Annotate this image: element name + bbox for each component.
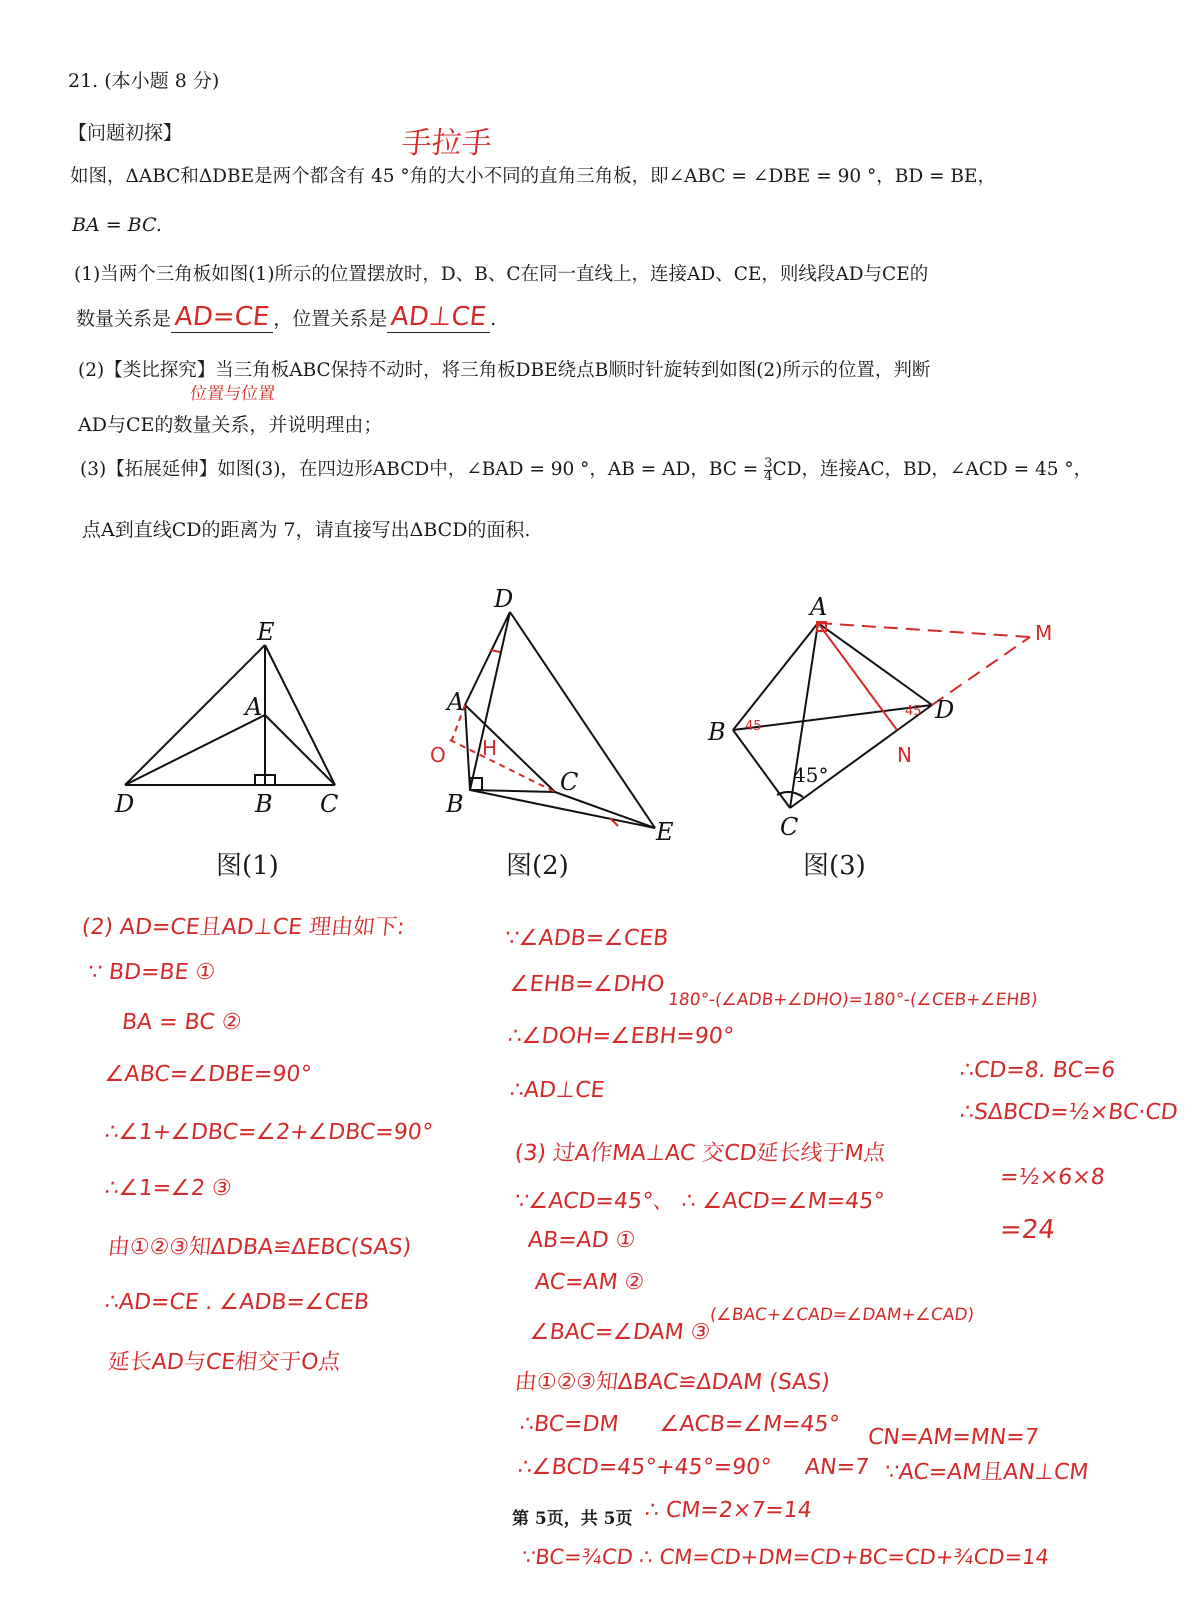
hw-left-1: ∵ BD=BE ① [86,960,217,985]
hw-mid-angle-sum: 180°-(∠ADB+∠DHO)=180°-(∠CEB+∠EHB) [666,990,1039,1010]
hw-mid-7: AC=AM ② [533,1270,646,1295]
fig3-label-C: C [780,813,799,841]
fig2-line-DB [470,612,510,790]
fig1-label-B: B [255,790,273,818]
fig3-line-BC [733,730,790,808]
fig3-caption: 图(3) [803,851,866,881]
fig1-line-DA [125,715,265,785]
fig3-annot-b45: 45 [745,719,762,734]
fig2-label-C: C [560,768,579,796]
fig3-angle-label: 45° [793,763,829,787]
figure-3 [733,622,1030,808]
fig1-caption: 图(1) [216,851,279,881]
fig3-annot-M: M [1035,621,1053,645]
hw-left-5: ∴∠1=∠2 ③ [103,1176,233,1201]
figure-labels [114,585,1052,846]
fig3-line-DM [932,637,1030,705]
fig2-label-A: A [447,688,465,716]
fig3-line-AM [818,623,1030,637]
handwritten-note-top: 手拉手 [399,126,494,161]
fig2-annot-H: H [482,736,498,760]
fig2-extension-CO [450,740,555,792]
section-title: 【问题初探】 [68,122,183,144]
fig2-line-DE [510,612,655,828]
hw-mid-13: ∵BC=¾CD ∴ CM=CD+DM=CD+BC=CD+¾CD=14 [520,1545,1051,1569]
handwritten-answer-quantity: AD=CE [173,302,271,332]
hw-left-3: ∠ABC=∠DBE=90° [103,1062,313,1087]
part1-line-1: (1)当两个三角板如图(1)所示的位置摆放时，D、B、C在同一直线上，连接AD、CE，则线段AD与CE的 [74,264,929,285]
hw-left-0: (2) AD=CE且AD⊥CE 理由如下: [80,915,406,940]
figure-1 [125,645,335,785]
hw-mid-0: ∵∠ADB=∠CEB [503,926,670,951]
intro-line-1: 如图，ΔABC和ΔDBE是两个都含有 45 °角的大小不同的直角三角板，即∠ABC = ∠DBE = 90 °，BD = BE， [70,166,997,187]
part1-position-label: ，位置关系是 [273,308,388,330]
fig1-label-D: D [115,790,135,818]
fig3-annot-d45: 45 [905,704,922,719]
hw-left-4: ∴∠1+∠DBC=∠2+∠DBC=90° [103,1120,434,1145]
handwritten-answer-position: AD⊥CE [389,302,488,332]
question-number: 21. (本小题 8 分) [68,70,220,92]
fig1-line-EC [265,645,335,785]
hw-mid-9: 由①②③知ΔBAC≌ΔDAM (SAS) [513,1370,832,1395]
hw-mid-2: ∴∠DOH=∠EBH=90° [506,1024,735,1049]
hw-mid-1: ∠EHB=∠DHO [508,972,666,997]
hw-mid-6: AB=AD ① [526,1228,637,1253]
hw-mid-3: ∴AD⊥CE [508,1078,606,1103]
fig3-line-AB [733,623,818,730]
frac-num: 3 [764,455,773,471]
fig3-label-A: A [810,593,828,621]
fig3-label-B: B [708,718,726,746]
page-footer: 第 5页，共 5页 [512,1509,633,1529]
hw-mid-12: ∴ CM=2×7=14 [643,1498,813,1523]
fig2-line-AD [465,612,510,705]
fig1-label-A: A [245,693,263,721]
intro-line-2: BA = BC. [72,214,162,236]
hw-right-3: =24 [998,1215,1057,1245]
hw-left-6: 由①②③知ΔDBA≌ΔEBC(SAS) [106,1235,413,1260]
hw-right-0: ∴CD=8. BC=6 [958,1058,1117,1083]
hw-left-2: BA = BC ② [120,1010,243,1035]
fig3-line-AD [818,623,932,705]
hw-mid-11: ∴∠BCD=45°+45°=90° [516,1455,773,1480]
hw-left-7: ∴AD=CE . ∠ADB=∠CEB [103,1290,371,1315]
hw-mid-4: (3) 过A作MA⊥AC 交CD延长线于M点 [513,1141,887,1166]
part1-quantity-label: 数量关系是 [76,308,172,330]
figure-2 [450,612,655,828]
part2-line-1: (2)【类比探究】当三角板ABC保持不动时，将三角板DBE绕点B顺时针旋转到如图(2)所示的位置，判断 [78,360,931,381]
hw-mid-acb: ∠ACB=∠M=45° [658,1412,841,1437]
hw-mid-an: AN=7 [803,1455,871,1480]
hw-mid-5: ∵∠ACD=45°、 ∴ ∠ACD=∠M=45° [513,1189,886,1214]
hw-right-1: ∴SΔBCD=½×BC·CD [958,1100,1179,1125]
hw-mid-bac-reason: (∠BAC+∠CAD=∠DAM+∠CAD) [708,1305,976,1325]
fig3-label-D: D [935,696,955,724]
fig1-line-DE [125,645,265,785]
part3-text-b: CD，连接AC，BD，∠ACD = 45 °， [772,459,1093,480]
hw-mid-8: ∠BAC=∠DAM ③ [528,1320,712,1345]
handwritten-part2-note: 位置与位置 [188,384,277,404]
hw-mid-10: ∴BC=DM [518,1412,620,1437]
fig3-annot-N: N [897,743,912,767]
fig2-annot-O: O [430,743,446,767]
frac-den: 4 [764,468,773,484]
fig2-label-D: D [494,585,514,613]
hw-right-2: =½×6×8 [998,1165,1106,1190]
fig2-label-B: B [446,790,464,818]
hw-mid-ac-am: ∵AC=AM且AN⊥CM [883,1460,1090,1485]
fig2-caption: 图(2) [506,851,569,881]
fig1-label-C: C [320,790,339,818]
period: . [490,308,497,330]
part3-text-a: (3)【拓展延伸】如图(3)，在四边形ABCD中，∠BAD = 90 °，AB = AD，BC = [80,459,765,480]
part2-line-2: AD与CE的数量关系，并说明理由； [78,414,383,436]
fig1-label-E: E [257,618,275,646]
hw-left-8: 延长AD与CE相交于O点 [106,1350,342,1375]
part3-line-2: 点A到直线CD的距离为 7，请直接写出ΔBCD的面积. [82,519,531,541]
hw-mid-cn: CN=AM=MN=7 [866,1425,1040,1450]
fig2-label-E: E [656,818,674,846]
